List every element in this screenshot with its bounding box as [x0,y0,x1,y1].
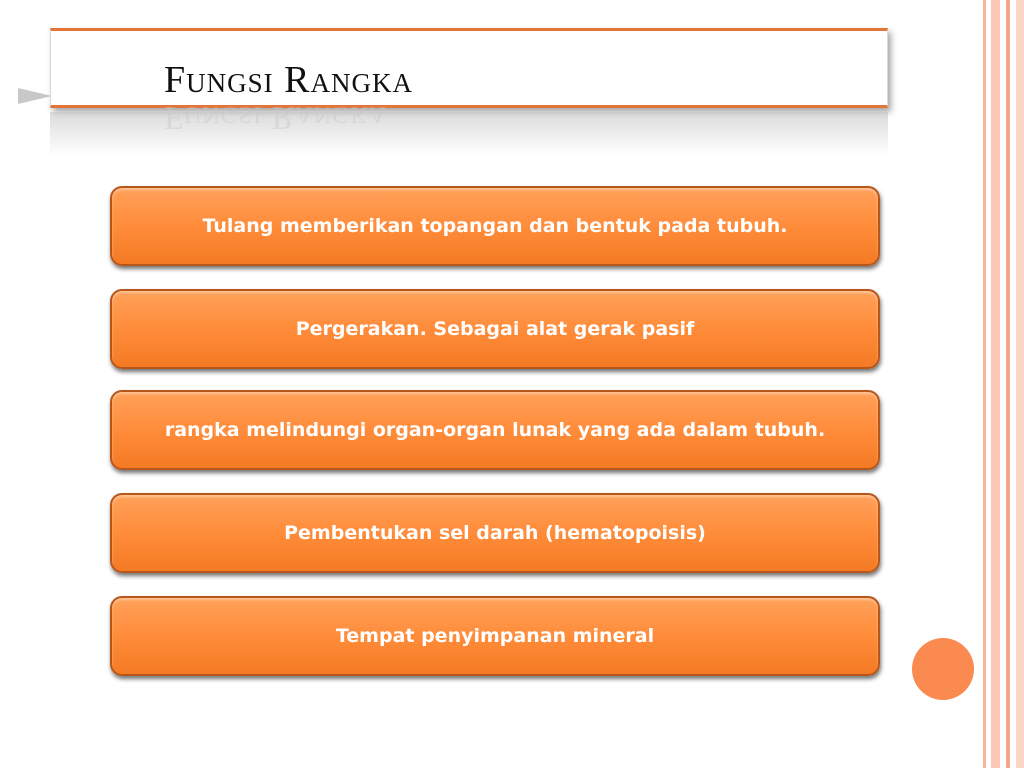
slide-title: Fungsi Rangka [164,59,413,101]
title-reflection-text: Fungsi Rangka [164,99,388,136]
function-item-hematopoiesis[interactable]: Pembentukan sel darah (hematopoisis) [110,493,880,573]
function-item-mineral-storage[interactable]: Tempat penyimpanan mineral [110,596,880,676]
function-item-support[interactable]: Tulang memberikan topangan dan bentuk pada tubuh. [110,186,880,266]
right-decorative-stripes [976,0,1024,768]
function-item-movement[interactable]: Pergerakan. Sebagai alat gerak pasif [110,289,880,369]
title-reflection [50,99,888,156]
function-item-protection[interactable]: rangka melindungi organ-organ lunak yang ada dalam tubuh. [110,390,880,470]
title-arrow-decoration [18,88,52,104]
decorative-circle [912,638,974,700]
